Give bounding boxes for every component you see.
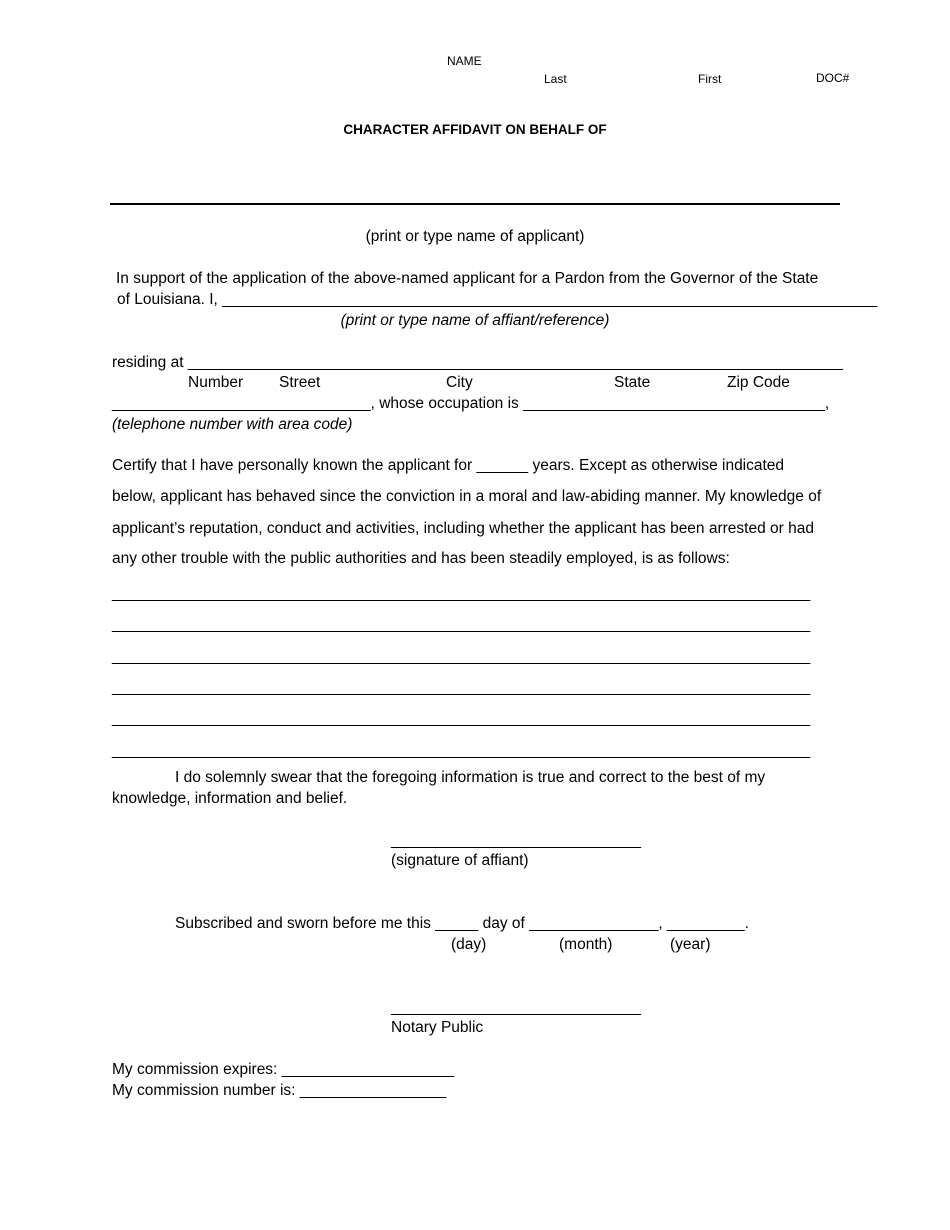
- street-caption: Street: [279, 374, 321, 391]
- state-caption: State: [614, 374, 651, 391]
- applicant-name-field[interactable]: [110, 203, 840, 205]
- signature-line[interactable]: _____________________________: [391, 832, 641, 849]
- certify-line-1[interactable]: Certify that I have personally known the applicant for ______ years. Except as otherwise indicated: [112, 457, 785, 474]
- oath-line-2: knowledge, information and belief.: [112, 790, 348, 807]
- answer-line[interactable]: _________________________________________________________________________________: [112, 679, 811, 696]
- certify-line-4: any other trouble with the public authorities and has been steadily employed, is as follows:: [112, 550, 730, 567]
- form-title: CHARACTER AFFIDAVIT ON BEHALF OF: [343, 122, 607, 137]
- month-caption: (month): [559, 936, 613, 953]
- answer-line[interactable]: _________________________________________________________________________________: [112, 742, 811, 759]
- residing-line[interactable]: residing at ____________________________________________________________________________: [112, 354, 843, 371]
- last-label: Last: [544, 72, 567, 86]
- city-caption: City: [446, 374, 473, 391]
- answer-line[interactable]: _________________________________________________________________________________: [112, 648, 811, 665]
- sworn-line[interactable]: Subscribed and sworn before me this _____ day of _______________, _________.: [175, 915, 749, 932]
- oath-line-1: I do solemnly swear that the foregoing information is true and correct to the best of my: [175, 769, 766, 786]
- doc-number-label: DOC#: [816, 71, 850, 85]
- answer-line[interactable]: _________________________________________________________________________________: [112, 710, 811, 727]
- commission-number-line[interactable]: My commission number is: _________________: [112, 1082, 447, 1099]
- name-label: NAME: [447, 54, 482, 68]
- certify-line-2: below, applicant has behaved since the conviction in a moral and law-abiding manner. My knowledge of: [112, 488, 822, 505]
- phone-caption: (telephone number with area code): [112, 416, 353, 433]
- year-caption: (year): [670, 936, 711, 953]
- first-label: First: [698, 72, 722, 86]
- affiant-caption: (print or type name of affiant/reference): [340, 312, 610, 329]
- affiant-name-line[interactable]: of Louisiana. I, ____________________________________________________________________________: [117, 291, 878, 308]
- support-line-1: In support of the application of the above-named applicant for a Pardon from the Governor of the State: [116, 270, 819, 287]
- commission-expires-line[interactable]: My commission expires: ____________________: [112, 1061, 455, 1078]
- notary-signature-line[interactable]: _____________________________: [391, 999, 641, 1016]
- certify-line-3: applicant’s reputation, conduct and activities, including whether the applicant has been arrested or had: [112, 520, 814, 537]
- signature-caption: (signature of affiant): [391, 852, 529, 869]
- answer-line[interactable]: _________________________________________________________________________________: [112, 616, 811, 633]
- phone-occupation-line[interactable]: ______________________________, whose occupation is ___________________________________,: [112, 395, 830, 412]
- applicant-caption: (print or type name of applicant): [365, 228, 585, 245]
- zip-code-caption: Zip Code: [727, 374, 790, 391]
- number-caption: Number: [188, 374, 244, 391]
- answer-line[interactable]: _________________________________________________________________________________: [112, 585, 811, 602]
- day-caption: (day): [451, 936, 487, 953]
- notary-caption: Notary Public: [391, 1019, 484, 1036]
